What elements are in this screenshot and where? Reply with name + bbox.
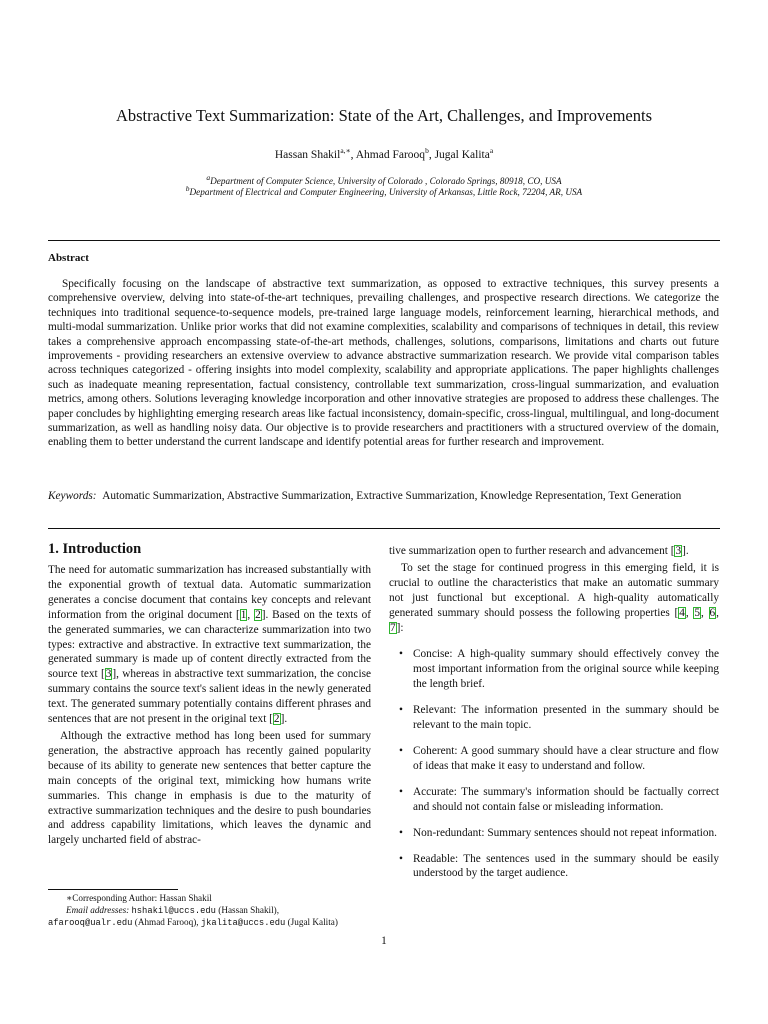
email-owner: (Ahmad Farooq), bbox=[134, 917, 199, 927]
right-column bbox=[389, 544, 719, 892]
author-name: Jugal Kalita bbox=[434, 148, 490, 161]
text-run: tive summarization open to further research and advancement bbox=[389, 545, 671, 557]
keywords bbox=[48, 489, 719, 505]
text-run: , whereas in abstractive text summarization, the concise summary contains the source text's salient ideas in the newly generated text. The generated summary potentially contains different phrases and sentences that are not present in the original text bbox=[48, 668, 371, 726]
citation-link[interactable]: 3 bbox=[105, 668, 112, 681]
list-item: • Relevant: The information presented in the summary should be relevant to the main topic. bbox=[389, 703, 719, 733]
text-run: . Based on the texts of the generated summaries, we can characterize summarization into two types: extractive and abstractive. In extractive text summarization, the generated summary is made up of content directly extracted from the source text bbox=[48, 608, 371, 681]
author-list: Hassan Shakil$^{a,∗}$, Ahmad Farooq$^b$, Jugal Kalita$^a$ bbox=[274, 146, 494, 161]
keywords-label: Keywords: bbox=[48, 490, 97, 502]
paper-title: Abstractive Text Summarization: State of the Art, Challenges, and Improvements bbox=[115, 106, 653, 125]
page-number: 1 bbox=[381, 935, 387, 947]
text-run: The need for automatic summarization has increased substantially with the exponential growth of textual data. Automatic summarization generates a concise document that contains key concepts and relevant information from the original document bbox=[48, 564, 371, 621]
affiliation bbox=[0, 184, 768, 197]
email-link[interactable]: jkalita@uccs.edu bbox=[200, 918, 286, 928]
email-link[interactable]: afarooq@ualr.edu bbox=[48, 918, 133, 928]
text-run: To set the stage for continued progress in this emerging field, it is crucial to outline the characteristics that make an automatic summary not just functional but exceptional. A high-quality automatically generated summary should possess the following properties bbox=[389, 561, 719, 619]
left-column bbox=[48, 563, 371, 848]
abstract-text: Specifically focusing on the landscape of abstractive text summarization, as opposed to extractive techniques, this survey presents a comprehensive overview, delving into state-of-the-art techniques, prevailing challenges, and prospective research directions. We categorize the techniques into traditional sequence-to-sequence models, pre-trained large language models, reinforcement learning, hierarchical methods, and multi-modal summarization. Unlike prior works that did not examine complexities, scalability and comparisons of techniques in detail, this review takes a comprehensive approach encompassing state-of-the-art methods, challenges, solutions, comparisons, limitations and charts out future improvements - providing researchers an extensive overview to advance abstractive summarization research. We provide vital comparison tables across techniques categorized - offering insights into model complexity, scalability and appropriate applications. The paper highlights challenges such as inadequate meaning representation, factual consistency, controllable text summarization, cross-lingual summarization, and evaluation metrics, among others. Solutions leveraging knowledge incorporation and other innovative strategies are proposed to address these challenges. The paper concludes by highlighting emerging research areas like factual inconsistency, domain-specific, cross-lingual, multilingual, and long-document summarization, as well as handling noisy data. Our objective is to provide researchers and practitioners with a structured overview of the domain, enabling them to better understand the current landscape and identify potential areas for further research and improvement. bbox=[48, 278, 719, 449]
citation-link[interactable]: 2 bbox=[273, 713, 280, 726]
citation-link[interactable]: 1 bbox=[240, 608, 247, 621]
affiliation-text: Department of Electrical and Computer Engineering, University of Arkansas, Little Rock, 72204, AR, USA bbox=[189, 187, 583, 198]
email-owner: (Jugal Kalita) bbox=[287, 917, 338, 927]
affiliation-mark: b bbox=[185, 184, 190, 193]
horizontal-rule bbox=[48, 240, 720, 241]
author-affiliation-mark: b bbox=[425, 146, 429, 155]
text-run: : bbox=[400, 621, 404, 634]
text-run: . bbox=[284, 713, 288, 726]
paragraph: To set the stage for continued progress in this emerging field, it is crucial to outline the characteristics that make an automatic summary not just functional but exceptional. A high-quality automatically generated summary should possess the following properties [4, 5, 6, 7]: bbox=[389, 561, 719, 634]
list-item: • Non-redundant: Summary sentences should not repeat information. bbox=[389, 826, 719, 841]
section-heading: 1. Introduction bbox=[48, 541, 142, 557]
list-item: • Coherent: A good summary should have a clear structure and flow of ideas that make it easy to understand and follow. bbox=[389, 744, 719, 774]
email-label: Email addresses: bbox=[66, 905, 130, 915]
property-list bbox=[389, 647, 719, 881]
author-affiliation-mark: a,∗ bbox=[340, 146, 351, 155]
email-link[interactable]: hshakil@uccs.edu bbox=[131, 906, 216, 916]
footnote-emails bbox=[48, 905, 378, 929]
keywords-text: Automatic Summarization, Abstractive Summarization, Extractive Summarization, Knowledge Representation, Text Generation bbox=[102, 490, 682, 502]
affiliation-text: Department of Computer Science, University of Colorado , Colorado Springs, 80918, CO, USA bbox=[210, 176, 562, 187]
affiliation-mark: a bbox=[206, 173, 211, 182]
list-item: • Concise: A high-quality summary should effectively convey the most important information from the original source while keeping the length brief. bbox=[389, 647, 719, 692]
author-affiliation-mark: a bbox=[489, 146, 494, 155]
citation-link[interactable]: 3 bbox=[675, 545, 682, 557]
citation-link[interactable]: 6 bbox=[709, 606, 716, 619]
citation-link[interactable]: 4 bbox=[679, 606, 685, 619]
citation-link[interactable]: 7 bbox=[390, 621, 396, 634]
author-name: Ahmad Farooq bbox=[355, 148, 426, 161]
paragraph: Although the extractive method has long been used for summary generation, the abstractive approach has recently gained popularity because of its ability to generate new sentences that better capture the main concepts of the original text, mimicking how humans write summaries. This change in emphasis is due to the maturity of extractive summarization techniques and the desire to push boundaries and address capability limitations, which leaves the dynamic and largely uncharted field of abstrac- bbox=[48, 729, 371, 847]
citation-link[interactable]: 2 bbox=[255, 608, 261, 621]
abstract-heading: Abstract bbox=[48, 252, 89, 264]
footnote-rule bbox=[48, 889, 178, 890]
horizontal-rule bbox=[48, 528, 720, 529]
email-owner: (Hassan Shakil), bbox=[218, 905, 279, 915]
list-item: • Accurate: The summary's information should be factually correct and should not contain false or misleading information. bbox=[389, 785, 719, 815]
author-name: Hassan Shakil bbox=[274, 148, 341, 161]
footnote-corresponding-author: ∗Corresponding Author: Hassan Shakil bbox=[66, 893, 212, 903]
list-item: • Readable: The sentences used in the summary should be easily understood by the target audience. bbox=[389, 852, 719, 882]
citation-link[interactable]: 5 bbox=[694, 606, 701, 619]
paragraph: The need for automatic summarization has increased substantially with the exponential growth of textual data. Automatic summarization generates a concise document that contains key concepts and relevant information from the original document [1, 2]. Based on the texts of the generated summaries, we can characterize summarization into two types: extractive and abstractive. In extractive text summarization, the generated summary is made up of content directly extracted from the source text [3], whereas in abstractive text summarization, the concise summary contains the source text's salient ideas in the newly generated text. The generated summary potentially contains different phrases and sentences that are not present in the original text [2]. bbox=[48, 564, 371, 726]
paragraph: tive summarization open to further research and advancement [3]. bbox=[389, 545, 689, 557]
